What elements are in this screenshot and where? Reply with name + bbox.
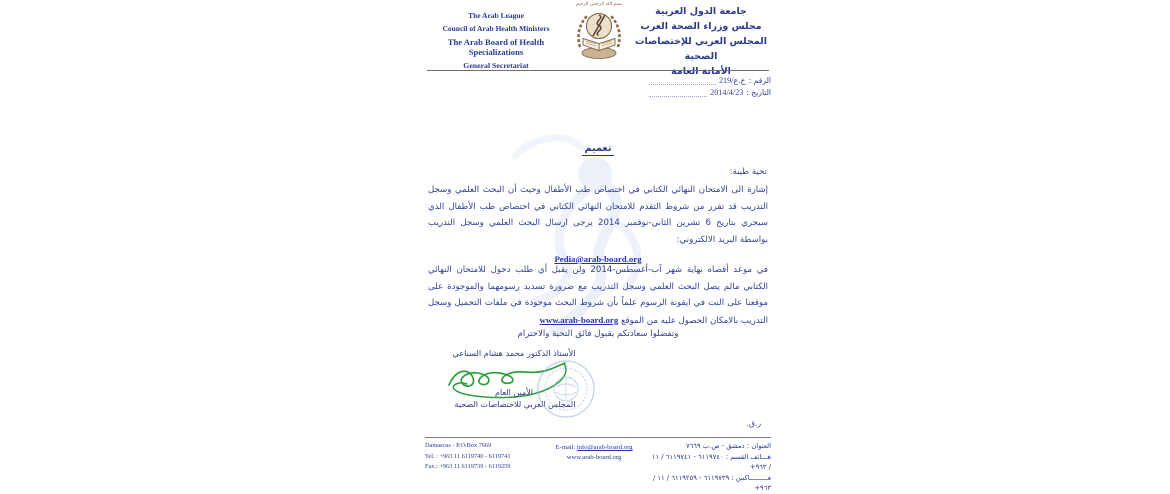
footer-email-label: E-mail: <box>555 444 576 451</box>
reference-number-label: الرقم : <box>748 76 771 85</box>
body-paragraph-2 <box>428 262 768 329</box>
letterhead-arabic-line: جامعة الدول العربية <box>655 6 747 17</box>
signatory-title: الأمين العام <box>494 388 534 397</box>
reference-block <box>649 75 771 100</box>
letterhead-arabic <box>631 4 771 79</box>
letter-title: تعميم <box>582 143 615 156</box>
bismillah-text: بسم الله الرحمن الرحيم <box>575 2 623 7</box>
letterhead-english <box>425 11 567 70</box>
footer-arabic <box>651 441 771 494</box>
letterhead-english-line: General Secretariat <box>463 61 529 70</box>
dotted-line <box>649 88 707 97</box>
reference-date-label: التاريخ : <box>746 88 771 97</box>
letterhead-arabic-line: الأمانة العامة <box>671 66 731 77</box>
paragraph-2-text: في موعد أقصاه نهاية شهر آب-أغسطس-2014 ولن يقبل أي طلب دخول للامتحان النهائي الكتابي مالم يصل البحث العلمي وسجل التدريب مع ضرورة تسديد رسومهما والموجودة على موقعنا على النت في ايقونة الرسوم علماً بأن شروط البحث موجودة في ملفات التحميل وسجل التدريب بالامكان الحصول عليه من الموقع <box>428 265 768 326</box>
footer-tel-en: Tel. : +963 11 6119740 - 6119741 <box>425 452 511 460</box>
footer-fax-en: Fax.: +963 11 6119739 - 6119259 <box>425 463 511 470</box>
body-paragraph-1: إشارة الى الامتحان النهائي الكتابي في اختصاص طب الأطفال وحيث أن البحث العلمي وسجل التدريب قد تقرر من شروط التقدم للامتحان النهائي الكتابي في اختصاص طب الأطفال الذي سيجري بتاريخ 6 تشرين الثاني-نوفمبر 2014 يرجى ارسال البحث العلمي وسجل التدريب بواسطة البريد الالكتروني: <box>428 185 769 245</box>
footer-website[interactable]: www.arab-board.org <box>566 453 622 461</box>
arab-board-emblem-icon <box>572 7 626 65</box>
signatory-organization: المجلس العربي للاختصاصات الصحية <box>454 400 576 409</box>
dotted-line <box>649 76 716 85</box>
signatory-name: الأستاذ الدكتور محمد هشام السباعي <box>452 348 576 358</box>
letter-title-wrap <box>423 136 773 155</box>
footer-address-ar: العنوان : دمشق - ص.ب ٧٦٦٩ <box>685 442 771 450</box>
clerk-initials: ر.ق. <box>746 419 761 428</box>
footer-english <box>425 441 537 494</box>
email-link[interactable]: Pedia@arab-board.org <box>554 254 642 264</box>
reference-number-value: 219/خ.ع <box>718 76 746 85</box>
closing-line: وتفضلوا سعادتكم بقبول فائق التحية والاحترام <box>517 329 679 339</box>
reference-number-line <box>649 75 771 85</box>
website-link[interactable]: www.arab-board.org <box>539 314 619 325</box>
footer-address-en: Damascus - P.O.Box 7669 <box>425 442 492 449</box>
footer-email-line <box>540 443 648 453</box>
letterhead-arabic-line: المجلس العربي للإختصاصات الصحية <box>635 36 767 62</box>
letterhead-english-line: The Arab League <box>468 11 524 20</box>
footer-center <box>540 441 648 494</box>
footer <box>425 441 771 494</box>
footer-fax-ar: فـــــــــاكس : ٦١١٩٧٣٩ - ٦١١٩٢٥٩ / ١١ / ٩٦٣+ <box>652 473 771 492</box>
document <box>423 0 773 492</box>
reference-date-value: 2014/4/23 <box>710 88 744 97</box>
reference-date-line <box>649 88 771 97</box>
footer-tel-ar: هـــاتف القسم : ٦١١٩٧٤٠ - ٦١١٩٧٤١ / ١١ / ٩٦٣+ <box>651 452 771 471</box>
official-stamp-icon <box>535 358 597 420</box>
header-divider <box>427 70 769 71</box>
footer-email-link[interactable]: info@arab-board.org <box>576 444 633 451</box>
letterhead-emblem-block <box>570 2 628 69</box>
letterhead-arabic-line: مجلس وزراء الصحة العرب <box>640 21 762 32</box>
footer-divider <box>425 437 771 438</box>
letterhead-english-line: The Arab Board of Health Specializations <box>447 37 545 57</box>
greeting: تحية طيبة: <box>729 167 767 177</box>
letterhead-english-line: Council of Arab Health Ministers <box>442 24 550 33</box>
